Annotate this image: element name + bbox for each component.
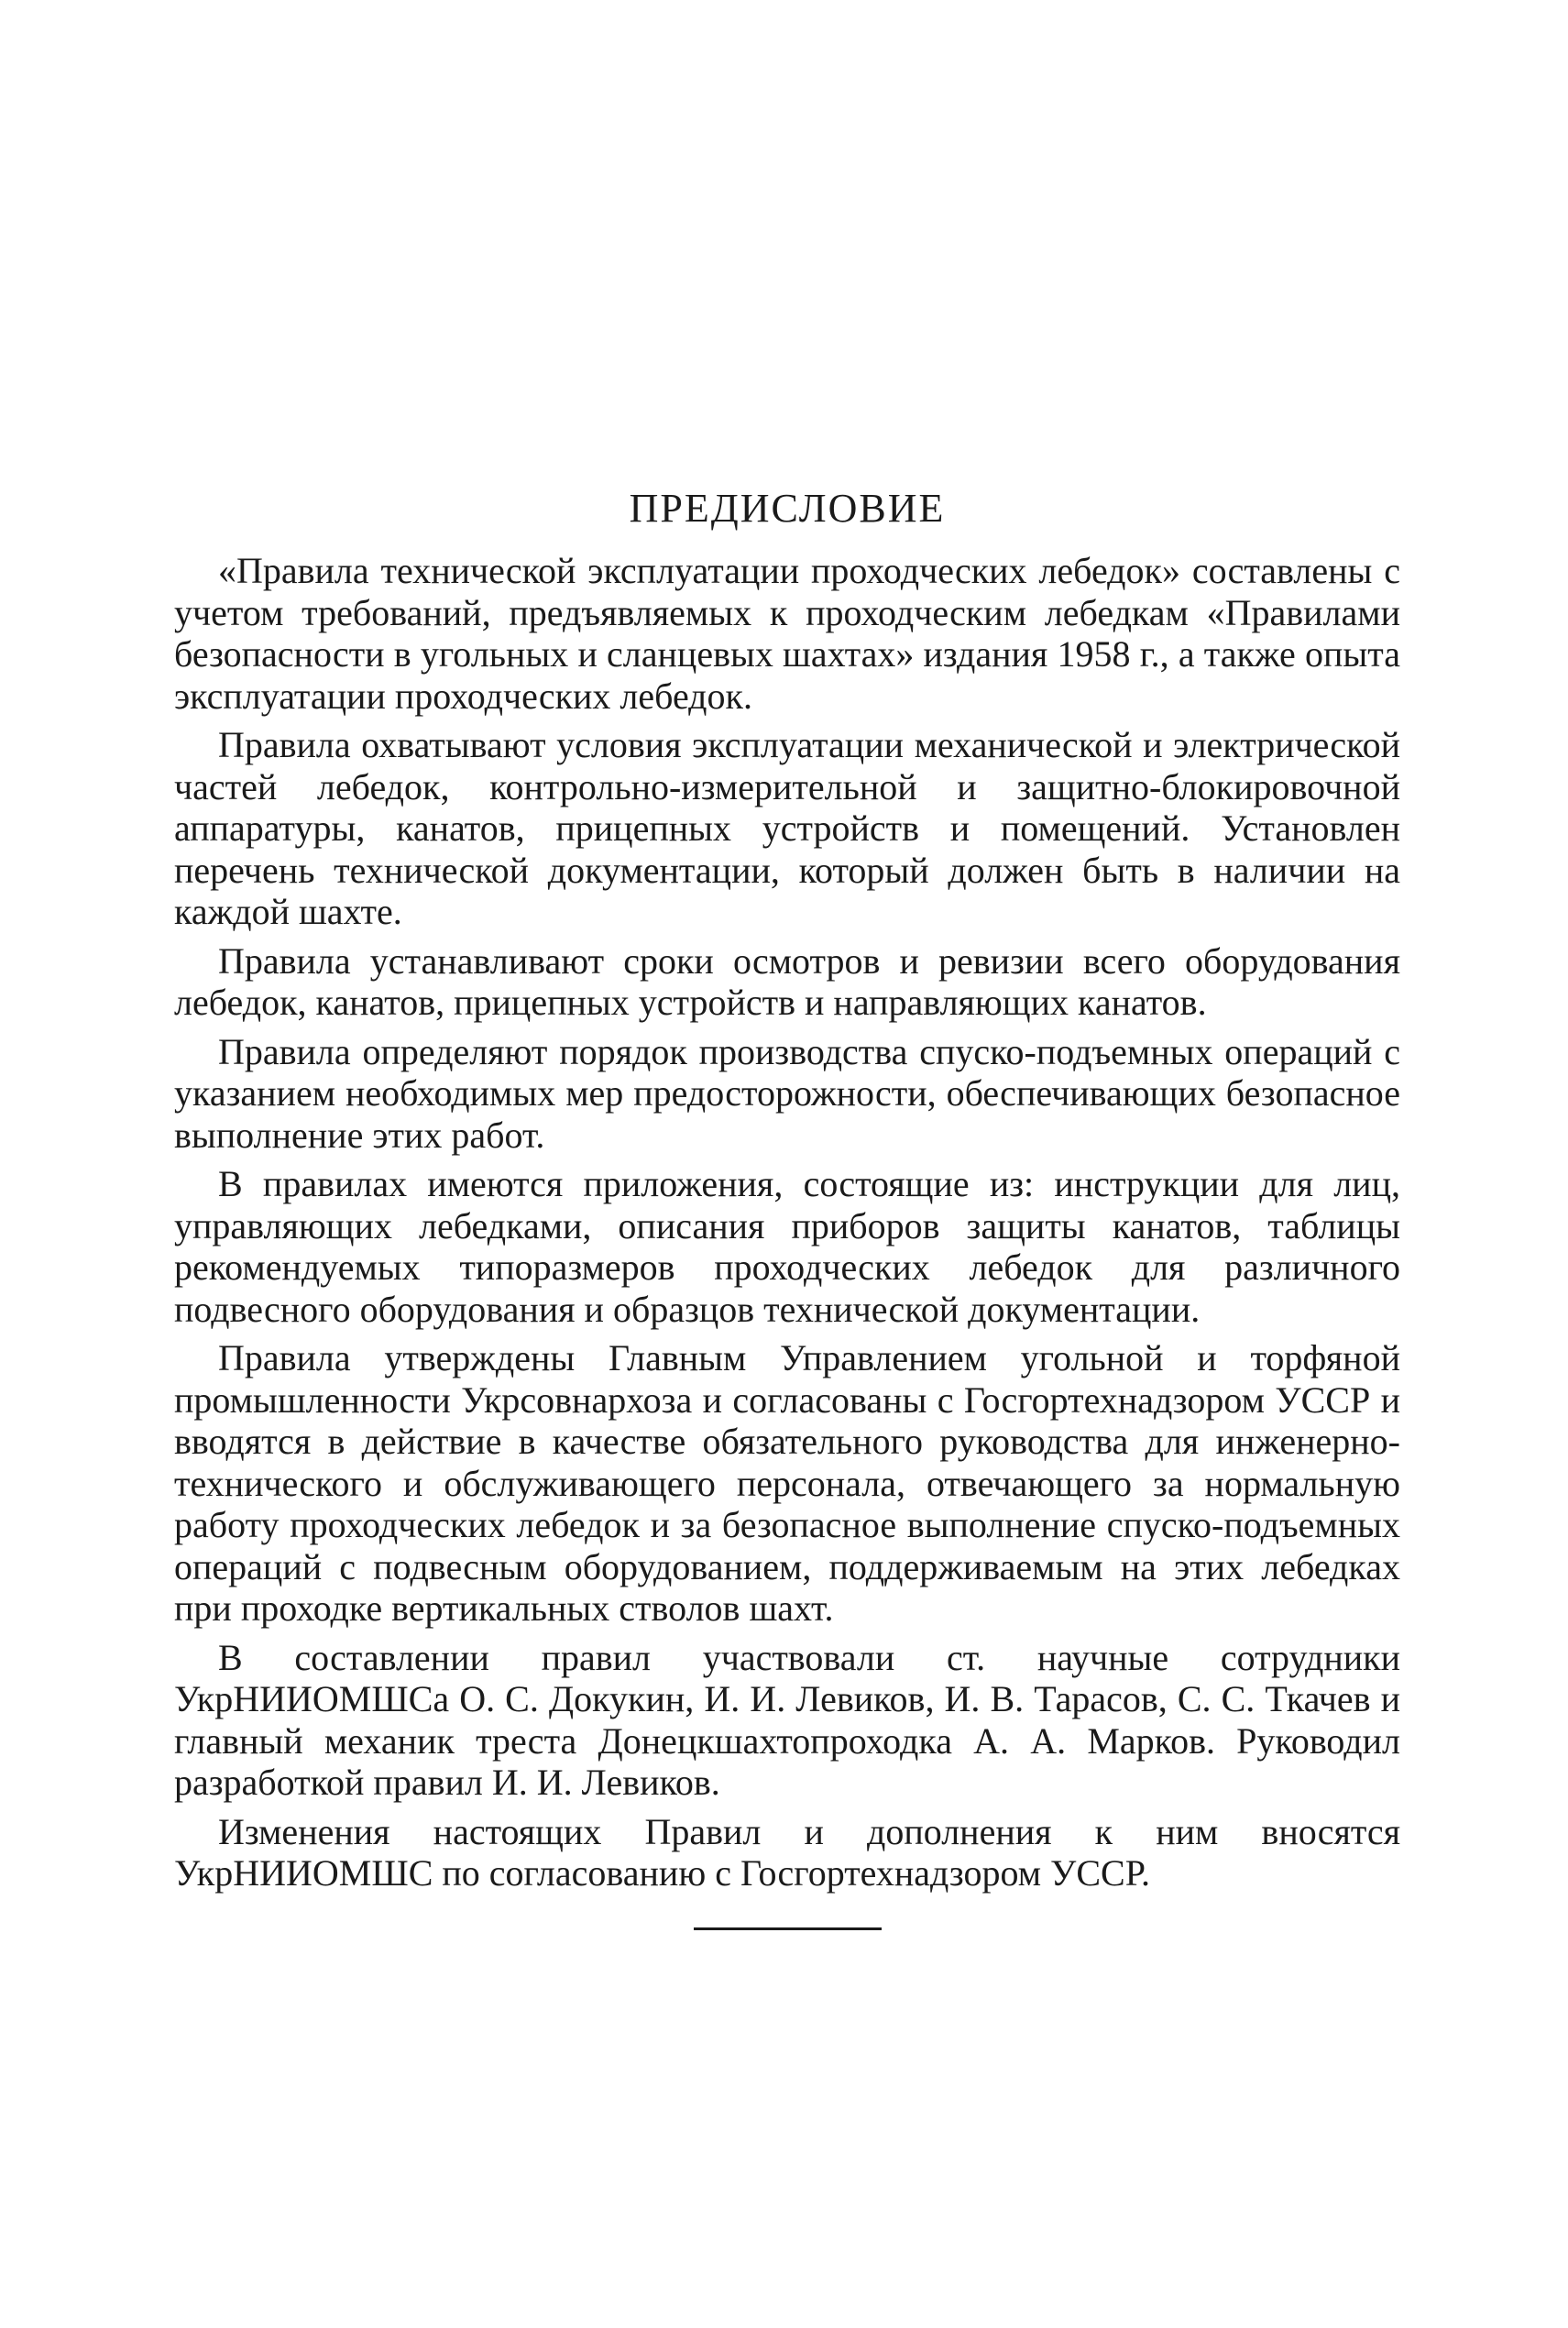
paragraph-6: Правила утверждены Главным Управлением угольной и торфяной промышленности Укрсовнархоза и согласованы с Госгортехнадзором УССР и вводятся в действие в качестве обязательного руководства для инженерно-технического и обслуживающего персонала, отвечающего за нормальную работу проходческих лебедок и за безопасное выполнение спуско-подъемных операций с подвесным оборудованием, поддерживаемым на этих лебедках при проходке вертикальных стволов шахт. <box>174 1337 1400 1629</box>
paragraph-5: В правилах имеются приложения, состоящие из: инструкции для лиц, управляющих лебедками, описания приборов защиты канатов, таблицы рекомендуемых типоразмеров проходческих лебедок для различного подвесного оборудования и образцов технической документации. <box>174 1163 1400 1330</box>
closing-divider <box>694 1927 882 1930</box>
paragraph-2: Правила охватывают условия эксплуатации механической и электрической частей лебедок, контрольно-измерительной и защитно-блокировочной аппаратуры, канатов, прицепных устройств и помещений. Установлен перечень технической документации, который должен быть в наличии на каждой шахте. <box>174 724 1400 932</box>
paragraph-8: Изменения настоящих Правил и дополнения к ним вносятся УкрНИИОМШС по согласованию с Госгортехнадзором УССР. <box>174 1810 1400 1894</box>
preface-content <box>174 486 1400 1930</box>
paragraph-1: «Правила технической эксплуатации проходческих лебедок» составлены с учетом требований, предъявляемых к проходческим лебедкам «Правилами безопасности в угольных и сланцевых шахтах» издания 1958 г., а также опыта эксплуатации проходческих лебедок. <box>174 550 1400 717</box>
paragraph-4: Правила определяют порядок производства спуско-подъемных операций с указанием необходимых мер предосторожности, обеспечивающих безопасное выполнение этих работ. <box>174 1030 1400 1156</box>
page-title: ПРЕДИСЛОВИЕ <box>629 486 946 531</box>
paragraph-7: В составлении правил участвовали ст. научные сотрудники УкрНИИОМШСа О. С. Докукин, И. И. Левиков, И. В. Тарасов, С. С. Ткачев и главный механик треста Донецкшахтопроходка А. А. Марков. Руководил разработкой правил И. И. Левиков. <box>174 1636 1400 1803</box>
paragraph-3: Правила устанавливают сроки осмотров и ревизии всего оборудования лебедок, канатов, прицепных устройств и направляющих канатов. <box>174 939 1400 1023</box>
